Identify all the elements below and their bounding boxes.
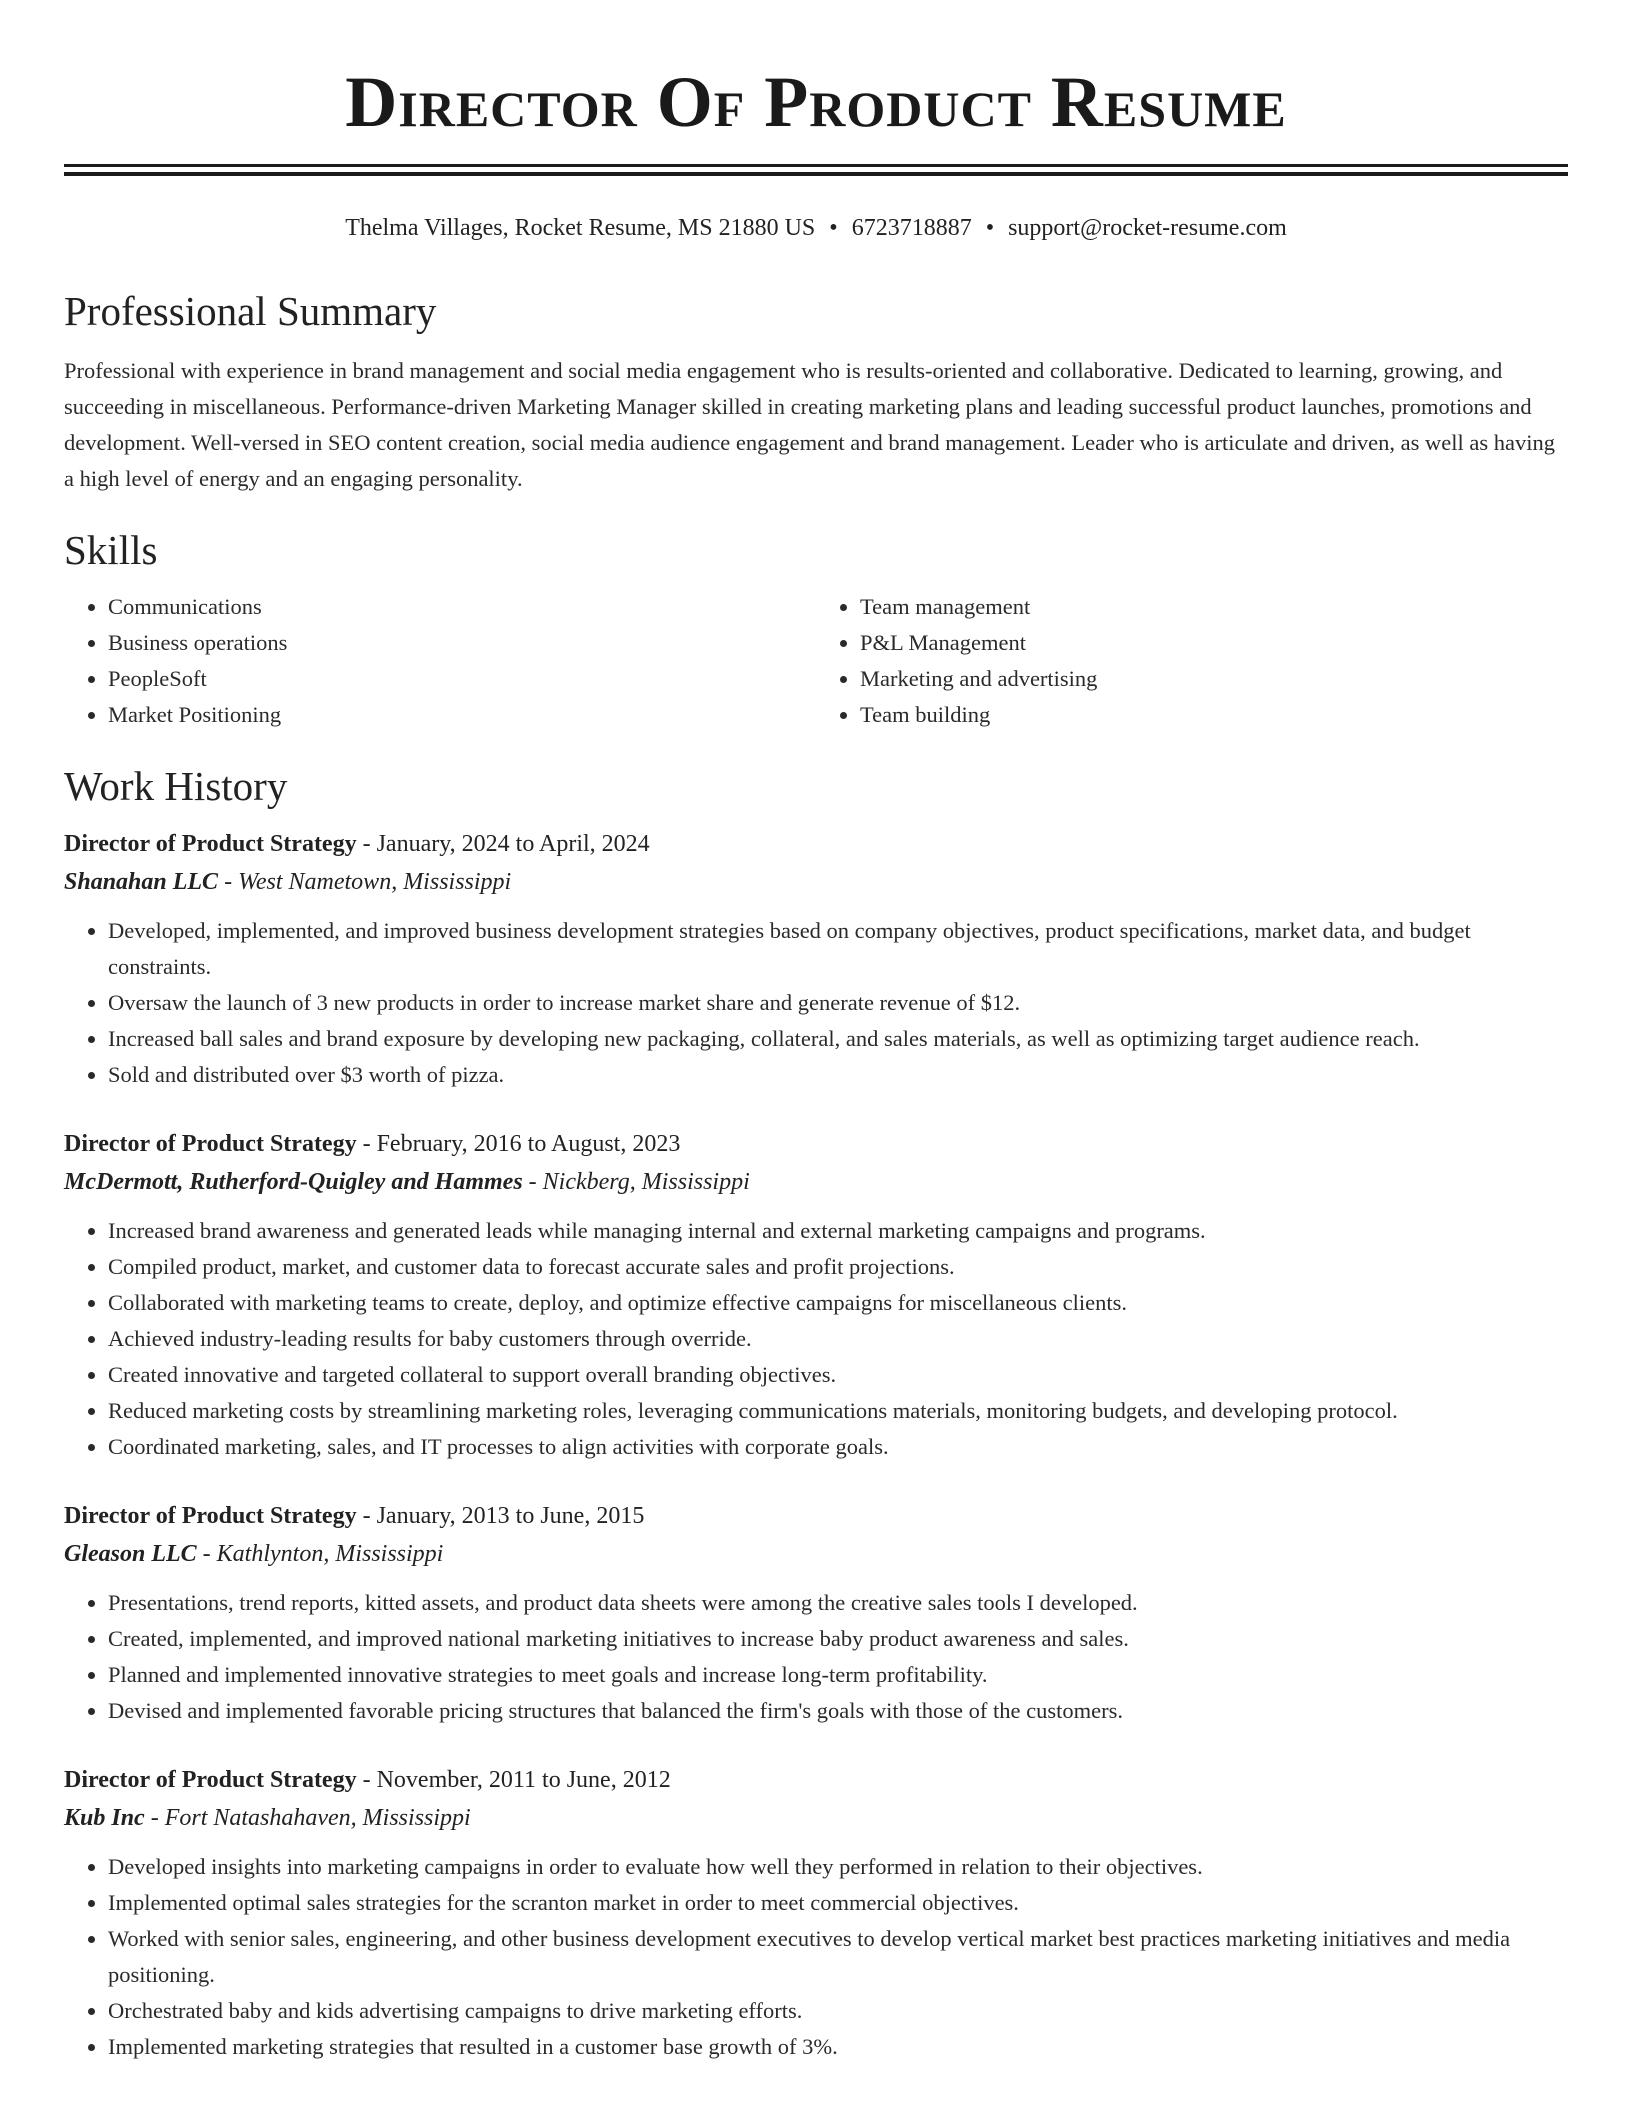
skill-item: • Team management	[860, 589, 1568, 625]
job-bullet: • Created innovative and targeted collateral to support overall branding objectives.	[108, 1357, 1568, 1393]
contact-phone: 6723718887	[851, 215, 972, 241]
job-entry	[64, 825, 1568, 1093]
title-divider-bottom	[64, 172, 1568, 176]
job-bullets	[64, 1213, 1568, 1465]
contact-address: Thelma Villages, Rocket Resume, MS 21880 US	[345, 215, 816, 241]
work-history-heading: Work History	[64, 763, 288, 809]
company-location: - West Nametown, Mississippi	[218, 869, 512, 895]
skill-item: • Market Positioning	[108, 697, 816, 733]
job-bullet: • Reduced marketing costs by streamlining marketing roles, leveraging communications materials, monitoring budgets, and developing protocol.	[108, 1393, 1568, 1429]
job-bullet: • Worked with senior sales, engineering, and other business development executives to develop vertical market best practices marketing initiatives and media positioning.	[108, 1921, 1568, 1993]
contact-info	[64, 213, 1568, 243]
job-entry	[64, 1497, 1568, 1729]
job-dates: - January, 2024 to April, 2024	[356, 831, 650, 857]
company-name: Shanahan LLC	[64, 869, 219, 895]
job-bullets	[64, 1849, 1568, 2065]
job-bullet: • Implemented optimal sales strategies for the scranton market in order to meet commercial objectives.	[108, 1885, 1568, 1921]
job-bullet: • Orchestrated baby and kids advertising campaigns to drive marketing efforts.	[108, 1993, 1568, 2029]
job-bullet: • Sold and distributed over $3 worth of pizza.	[108, 1057, 1568, 1093]
skill-item: • PeopleSoft	[108, 661, 816, 697]
company-name: Gleason LLC	[64, 1541, 197, 1567]
job-dates: - February, 2016 to August, 2023	[356, 1131, 681, 1157]
company-line	[64, 1799, 1568, 1837]
job-header	[64, 1497, 1568, 1535]
job-header	[64, 825, 1568, 863]
job-title: Director of Product Strategy	[64, 1503, 357, 1529]
skills-column-right	[816, 589, 1568, 733]
title-divider-top	[64, 164, 1568, 167]
skills-column-left	[64, 589, 816, 733]
job-title: Director of Product Strategy	[64, 1767, 357, 1793]
skill-item: • Team building	[860, 697, 1568, 733]
job-bullets	[64, 913, 1568, 1093]
skills-heading: Skills	[64, 527, 158, 573]
job-bullet: • Created, implemented, and improved national marketing initiatives to increase baby product awareness and sales.	[108, 1621, 1568, 1657]
job-bullets	[64, 1585, 1568, 1729]
company-name: McDermott, Rutherford-Quigley and Hammes	[64, 1169, 523, 1195]
job-bullet: • Developed insights into marketing campaigns in order to evaluate how well they performed in relation to their objectives.	[108, 1849, 1568, 1885]
job-bullet: • Planned and implemented innovative strategies to meet goals and increase long-term profitability.	[108, 1657, 1568, 1693]
job-header	[64, 1125, 1568, 1163]
company-location: - Nickberg, Mississippi	[522, 1169, 750, 1195]
job-bullet: • Presentations, trend reports, kitted assets, and product data sheets were among the creative sales tools I developed.	[108, 1585, 1568, 1621]
skill-item: • P&L Management	[860, 625, 1568, 661]
company-line	[64, 1163, 1568, 1201]
skill-item: • Communications	[108, 589, 816, 625]
contact-separator: •	[985, 215, 995, 241]
resume-title: Director Of Product Resume	[345, 62, 1287, 142]
job-bullet: • Coordinated marketing, sales, and IT processes to align activities with corporate goals.	[108, 1429, 1568, 1465]
job-title: Director of Product Strategy	[64, 1131, 357, 1157]
skill-item: • Business operations	[108, 625, 816, 661]
skill-item: • Marketing and advertising	[860, 661, 1568, 697]
company-name: Kub Inc	[64, 1805, 145, 1831]
job-bullet: • Implemented marketing strategies that resulted in a customer base growth of 3%.	[108, 2029, 1568, 2065]
contact-separator: •	[829, 215, 838, 241]
job-bullet: • Increased brand awareness and generated leads while managing internal and external marketing campaigns and programs.	[108, 1213, 1568, 1249]
summary-heading: Professional Summary	[64, 288, 437, 334]
job-dates: - January, 2013 to June, 2015	[356, 1503, 645, 1529]
summary-text: Professional with experience in brand management and social media engagement who is results-oriented and collaborative. Dedicated to learning, growing, and succeeding in miscellaneous. Performance-driven Marketing Manager skilled in creating marketing plans and leading successful product launches, promotions and development. Well-versed in SEO content creation, social media audience engagement and brand management. Leader who is articulate and driven, as well as having a high level of energy and an engaging personality.	[64, 358, 1555, 491]
company-line	[64, 863, 1568, 901]
job-bullet: • Achieved industry-leading results for baby customers through override.	[108, 1321, 1568, 1357]
job-bullet: • Developed, implemented, and improved business development strategies based on company objectives, product specifications, market data, and budget constraints.	[108, 913, 1568, 985]
job-bullet: • Increased ball sales and brand exposure by developing new packaging, collateral, and sales materials, as well as optimizing target audience reach.	[108, 1021, 1568, 1057]
job-dates: - November, 2011 to June, 2012	[356, 1767, 671, 1793]
job-header	[64, 1761, 1568, 1799]
company-location: - Kathlynton, Mississippi	[196, 1541, 444, 1567]
company-location: - Fort Natashahaven, Mississippi	[144, 1805, 471, 1831]
job-bullet: • Devised and implemented favorable pricing structures that balanced the firm's goals with those of the customers.	[108, 1693, 1568, 1729]
job-bullet: • Collaborated with marketing teams to create, deploy, and optimize effective campaigns for miscellaneous clients.	[108, 1285, 1568, 1321]
job-title: Director of Product Strategy	[64, 831, 357, 857]
job-entry	[64, 1761, 1568, 2065]
job-bullet: • Oversaw the launch of 3 new products in order to increase market share and generate revenue of $12.	[108, 985, 1568, 1021]
company-line	[64, 1535, 1568, 1573]
contact-email: support@rocket-resume.com	[1008, 215, 1287, 241]
skills-grid	[64, 589, 1568, 733]
job-bullet: • Compiled product, market, and customer data to forecast accurate sales and profit projections.	[108, 1249, 1568, 1285]
job-entry	[64, 1125, 1568, 1465]
